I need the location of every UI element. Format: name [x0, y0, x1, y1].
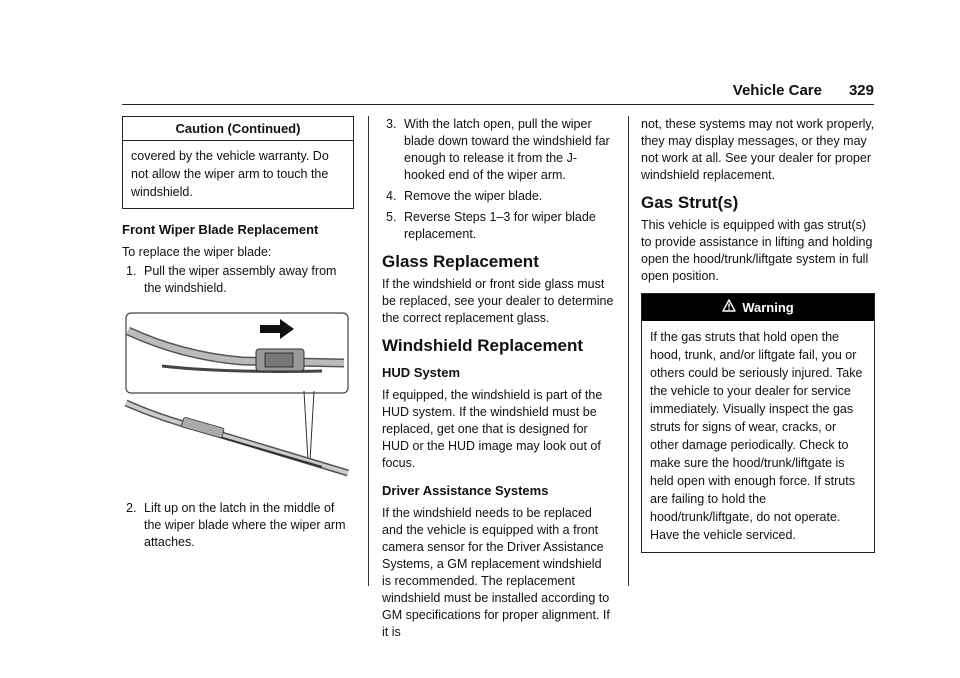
warning-box	[641, 293, 875, 553]
list-item	[382, 116, 614, 184]
caution-box	[122, 116, 354, 209]
glass-replacement-heading: Glass Replacement	[382, 252, 539, 271]
step-number: 5.	[386, 210, 397, 224]
step-number: 3.	[386, 117, 397, 131]
gas-strut-text: This vehicle is equipped with gas strut(s) to provide assistance in lifting and holding open the hood/trunk/liftgate system in full open position.	[641, 218, 873, 283]
steps-list-3	[382, 116, 614, 243]
wiper-intro: To replace the wiper blade:	[122, 245, 272, 259]
steps-list-1	[122, 263, 354, 297]
column-divider	[628, 116, 629, 586]
step-number: 1.	[126, 264, 137, 278]
page-number: 329	[848, 82, 874, 99]
windshield-replacement-heading: Windshield Replacement	[382, 336, 584, 355]
column-2	[382, 116, 614, 647]
continued-text: not, these systems may not work properly, they may display messages, or they may not work at all. See your dealer for proper windshield replacement.	[641, 117, 875, 182]
caution-text: covered by the vehicle warranty. Do not allow the wiper arm to touch the windshield.	[131, 149, 329, 199]
step-text: Lift up on the latch in the middle of the wiper blade where the wiper arm attaches.	[144, 501, 346, 549]
list-item	[382, 209, 614, 243]
list-item	[122, 263, 354, 297]
caution-title: Caution (Continued)	[123, 117, 353, 141]
column-3	[641, 116, 875, 553]
column-divider	[368, 116, 369, 586]
driver-assistance-text: If the windshield needs to be replaced and the vehicle is equipped with a front camera sensor for the Driver Assistance Systems, a GM replacement windshield is recommended. The replacement windshield must be installed according to GM specifications for proper alignment. If it is	[382, 506, 610, 639]
list-item	[122, 500, 354, 551]
column-1	[122, 116, 354, 555]
section-title: Vehicle Care	[732, 82, 822, 99]
warning-text: If the gas struts that hold open the hood, trunk, and/or liftgate fail, you or others could be seriously injured. Take the vehicle to your dealer for service immediately. Visually inspect the gas struts for signs of wear, cracks, or other damage periodically. Check to make sure the hood/trunk/liftgate is held open with enough force. If struts are failing to hold the hood/trunk/liftgate, do not operate. Have the vehicle serviced.	[650, 330, 863, 542]
hud-system-heading: HUD System	[382, 365, 461, 380]
step-text: Remove the wiper blade.	[404, 189, 543, 203]
driver-assistance-heading: Driver Assistance Systems	[382, 483, 549, 498]
step-number: 2.	[126, 501, 137, 515]
step-text: Pull the wiper assembly away from the windshield.	[144, 264, 337, 295]
gas-strut-heading: Gas Strut(s)	[641, 193, 739, 212]
warning-icon	[722, 299, 736, 316]
glass-replacement-text: If the windshield or front side glass must be replaced, see your dealer to determine the correct replacement glass.	[382, 277, 614, 325]
step-text: Reverse Steps 1–3 for wiper blade replacement.	[404, 210, 596, 241]
step-number: 4.	[386, 189, 397, 203]
list-item	[382, 188, 614, 205]
wiper-blade-illustration	[122, 311, 350, 481]
warning-title: Warning	[742, 300, 794, 315]
warning-header	[642, 294, 874, 321]
page-header	[122, 82, 874, 105]
steps-list-2	[122, 500, 354, 551]
step-text: With the latch open, pull the wiper blade down toward the windshield far enough to release it from the J-hooked end of the wiper arm.	[404, 117, 610, 182]
hud-system-text: If equipped, the windshield is part of the HUD system. If the windshield must be replaced, get one that is designed for HUD or the HUD image may look out of focus.	[382, 388, 603, 470]
wiper-blade-heading: Front Wiper Blade Replacement	[122, 222, 319, 237]
